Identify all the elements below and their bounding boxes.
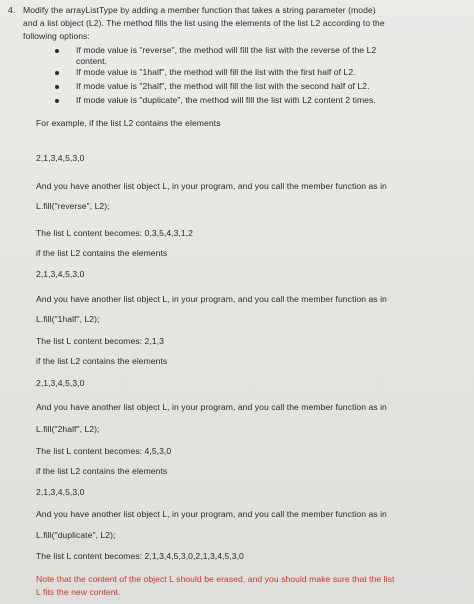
bullet-dot: [55, 99, 59, 103]
bullet-dot: [55, 49, 59, 53]
bullet-duplicate: If mode value is "duplicate", the method will fill the list with L2 content 2 times.: [76, 95, 376, 105]
bullet-dot: [55, 85, 59, 89]
example-intro: For example, if the list L2 contains the elements: [36, 118, 221, 128]
result-text: The list L content becomes: 2,1,3,4,5,3,0,2,1,3,4,5,3,0: [36, 551, 244, 561]
bullet-dot: [55, 71, 59, 75]
bullet-reverse-line-2: content.: [76, 56, 107, 66]
call-text: And you have another list object L, in your program, and you call the member function as in: [36, 181, 387, 191]
question-number: 4.: [8, 5, 16, 15]
bullet-1half: If mode value is "1half", the method will fill the list with the first half of L2.: [76, 67, 356, 77]
call-text: And you have another list object L, in your program, and you call the member function as in: [36, 509, 387, 519]
bullet-reverse-line-1: If mode value is "reverse", the method will fill the list with the reverse of the L2: [76, 45, 377, 55]
call-code: L.fill("2half", L2);: [36, 424, 100, 434]
result-text: The list L content becomes: 2,1,3: [36, 336, 164, 346]
call-text: And you have another list object L, in your program, and you call the member function as in: [36, 402, 387, 412]
l2-intro: if the list L2 contains the elements: [36, 356, 168, 366]
intro-line-2: and a list object (L2). The method fills the list using the elements of the list L2 according to the: [23, 18, 385, 28]
call-text: And you have another list object L, in your program, and you call the member function as in: [36, 294, 387, 304]
intro-line-1: Modify the arrayListType by adding a member function that takes a string parameter (mode): [23, 5, 376, 15]
l2-values: 2,1,3,4,5,3,0: [36, 153, 85, 163]
l2-values: 2,1,3,4,5,3,0: [36, 269, 85, 279]
intro-line-3: following options:: [23, 31, 90, 41]
l2-intro: if the list L2 contains the elements: [36, 248, 168, 258]
call-code: L.fill("duplicate", L2);: [36, 530, 116, 540]
call-code: L.fill("reverse", L2);: [36, 201, 110, 211]
l2-values: 2,1,3,4,5,3,0: [36, 378, 85, 388]
bullet-2half: If mode value is "2half", the method will fill the list with the second half of L2.: [76, 81, 370, 91]
result-text: The list L content becomes: 4,5,3,0: [36, 446, 172, 456]
call-code: L.fill("1half", L2);: [36, 314, 100, 324]
note-line-1: Note that the content of the object L should be erased, and you should make sure that the list: [36, 574, 395, 584]
result-text: The list L content becomes: 0,3,5,4,3,1,2: [36, 228, 193, 238]
l2-intro: if the list L2 contains the elements: [36, 466, 168, 476]
note-line-2: L fits the new content.: [36, 587, 121, 597]
l2-values: 2,1,3,4,5,3,0: [36, 487, 85, 497]
